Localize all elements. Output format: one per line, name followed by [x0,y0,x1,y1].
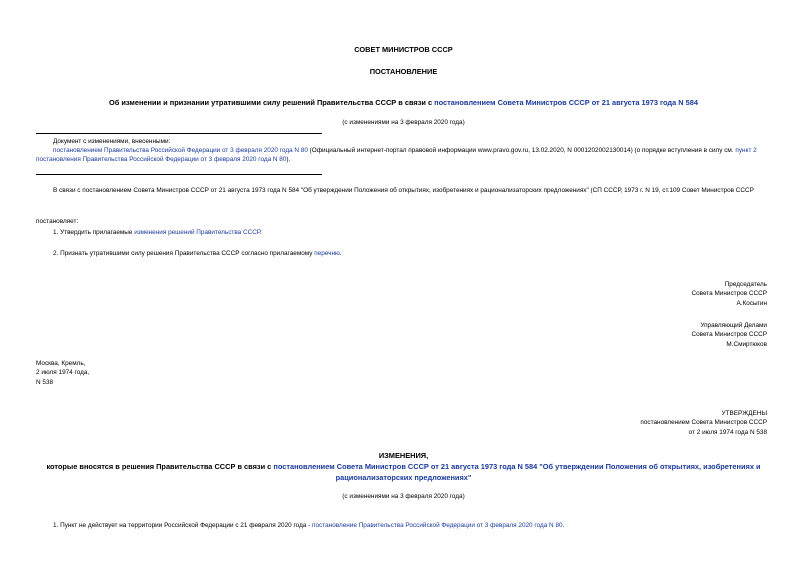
signature-chairman [691,280,767,308]
divider-top [36,133,322,134]
point-1-link[interactable]: постановление Правительства Российской Федерации от 3 февраля 2020 года N 80 [312,522,563,529]
signature-manager [691,321,767,349]
point-1-text: 1. Пункт не действует на территории Российской Федерации с 21 февраля 2020 года - [53,522,313,529]
point-1-end: . [562,522,565,529]
signature-chairman-title: Председатель [724,281,767,288]
approval-stamp [640,409,767,437]
item-1-text: 1. Утвердить прилагаемые [53,229,135,236]
point-1 [53,521,564,530]
document-title [0,98,807,109]
signature-manager-org: Совета Министров СССР [691,331,767,339]
item-2 [53,249,342,258]
changes-subheading [40,462,767,483]
amendment-close: ). [286,156,291,164]
title-text: Об изменении и признании утратившими силу решений Правительства СССР в связи с [108,98,435,107]
org-heading: СОВЕТ МИНИСТРОВ СССР [354,45,453,54]
amendment-link[interactable]: постановлением Правительства Российской Федерации от 3 февраля 2020 года N 80 [53,147,308,154]
signature-manager-name: М.Смиртюков [726,340,767,348]
item-2-text: 2. Признать утратившими силу решения Правительства СССР согласно прилагаемому [53,250,315,257]
changes-list [36,146,766,165]
revision-note: (с изменениями на 3 февраля 2020 года) [342,119,465,126]
number: N 538 [36,378,54,386]
item-1-changes-link[interactable]: изменения решений Правительства СССР [134,229,260,236]
divider-bottom [36,174,322,175]
place: Москва, Кремль, [36,360,86,367]
date: 2 июля 1974 года, [36,369,90,377]
decides-label: постановляет: [36,218,79,225]
entry-into-force-link[interactable]: пункт 2 постановления Правительства Российской Федерации от 3 февраля 2020 года N 80 [36,147,757,164]
title-decree-link[interactable]: постановлением Совета Министров СССР от 21 августа 1973 года N 584 [434,98,699,107]
revision-note-2: (с изменениями на 3 февраля 2020 года) [342,493,465,500]
amendment-source: (Официальный интернет-портал правовой информации www.pravo.gov.ru, 13.02.2020, N 0001202002130014) (о порядке вступления в силу см. [307,147,736,154]
place-date [36,359,89,387]
approved-label: УТВЕРЖДЕНЫ [721,410,767,417]
signature-chairman-org: Совета Министров СССР [691,290,767,298]
changes-decree-link[interactable]: постановлением Совета Министров СССР от 21 августа 1973 года N 584 "Об утверждении Положения об открытиях, изобретениях и рационализаторских предложениях" [273,462,761,482]
approved-date: от 2 июля 1974 года N 538 [688,428,767,436]
item-2-end: . [339,250,342,257]
changes-intro: Документ с изменениями, внесенными: [53,138,171,145]
item-1 [53,228,262,237]
approved-by: постановлением Совета Министров СССР [640,419,767,427]
item-1-end: . [259,229,262,236]
preamble: В связи с постановлением Совета Министров СССР от 21 августа 1973 года N 584 "Об утверждении Положения об открытиях, изобретениях и рационализаторских предложениях" (СП СССР, 1973 г. N 19, ст.109 Совет Министров СССР [53,187,754,194]
changes-subheading-text: которые вносятся в решения Правительства СССР в связи с [46,462,274,471]
item-2-list-link[interactable]: перечню [314,250,340,257]
signature-chairman-name: А.Косыгин [736,299,767,307]
changes-heading: ИЗМЕНЕНИЯ, [378,451,429,460]
signature-manager-title: Управляющий Делами [700,322,767,329]
doc-type-heading: ПОСТАНОВЛЕНИЕ [369,67,438,76]
